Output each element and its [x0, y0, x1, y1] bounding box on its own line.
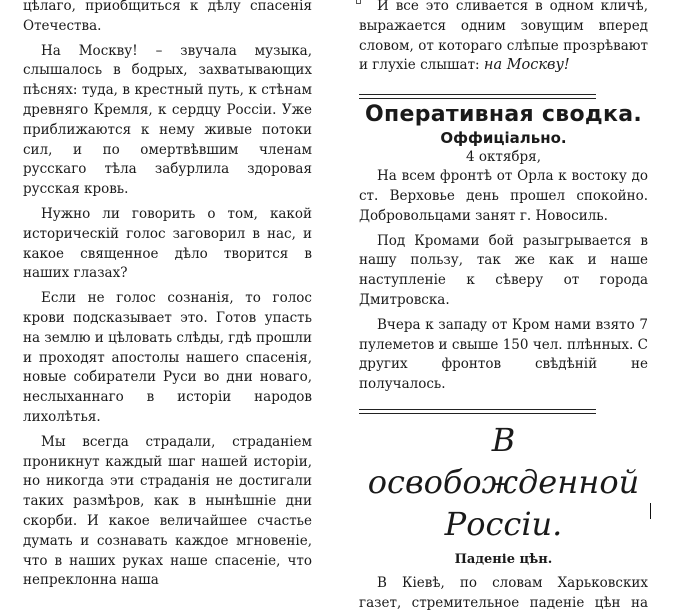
report-headline: Оперативная сводка. [364, 102, 642, 128]
article-paragraph: Мы всегда страдали, страданіем проникнут каждый шаг нашей исторіи, но никогда эти страданія не достигали таких размѣров, как в нынѣшніе дни скорби. И какое величайшее счастье думать и сознавать каждое мгновеніе, что в наших руках наше спасеніе, что непреклонна наша [23, 433, 312, 589]
article-paragraph: На Москву! – звучала музыка, слышалось в бодрых, захватывающих пѣснях: туда, в крестный путь, к стѣнам древняго Кремля, к сердцу Россіи. Уже приближаются к нему живые потоки сил, и по омертвѣвшим членам русскаго тѣла забурлила здоровая русская кровь. [23, 42, 312, 198]
intro-paragraph [359, 0, 648, 76]
left-column [23, 0, 312, 591]
report-subhead: Оффиціально. [440, 129, 567, 148]
divider [359, 94, 596, 99]
intro-slogan: на Москву! [483, 57, 570, 74]
text-cursor [650, 503, 651, 519]
report-paragraph: Под Кромами бой разыгрывается в нашу пользу, так же как и наше наступленіе к сѣверу от города Дмитровска. [359, 232, 648, 308]
section-paragraph: В Кіевѣ, по словам Харьковских газет, стремительное паденіе цѣн на [359, 574, 648, 611]
section-divider-wrap [359, 395, 648, 417]
divider [359, 409, 596, 414]
section-headline-line2: Россіи. [444, 504, 563, 543]
report-paragraph: На всем фронтѣ от Орла к востоку до ст. Верховье день прошел спокойно. Добровольцами занят г. Новосиль. [359, 168, 648, 224]
report-date: 4 октября, [465, 149, 541, 166]
article-paragraph: Нужно ли говорить о том, какой историческій голос заговорил в нас, и какое священное дѣло творится в наших глазах? [23, 205, 312, 282]
right-column [359, 0, 648, 614]
report-divider-wrap [359, 76, 648, 100]
article-paragraph: цѣлаго, приобщиться к дѣлу спасенія Отечества. [23, 0, 312, 34]
intro-text: И все это сливается в одном кличѣ, выражается одним зовущим вперед словом, от котораго слѣпые прозрѣвают и глухіе слышат: [359, 0, 648, 74]
section-subhead: Паденіе цѣн. [454, 551, 553, 567]
article-paragraph: Если не голос сознанія, то голос крови подсказывает это. Готов упасть на землю и цѣловать слѣды, гдѣ прошли и проходят апостолы нашего спасенія, новые собиратели Руси во дни новаго, неслыханнаго в исторіи народов лихолѣтья. [23, 290, 313, 425]
report-paragraph: Вчера к западу от Кром нами взято 7 пулеметов и свыше 150 чел. плѣнных. С других фронтов свѣдѣній не получалось. [359, 316, 648, 393]
section-headline-line1: В освобожденной [367, 420, 640, 501]
